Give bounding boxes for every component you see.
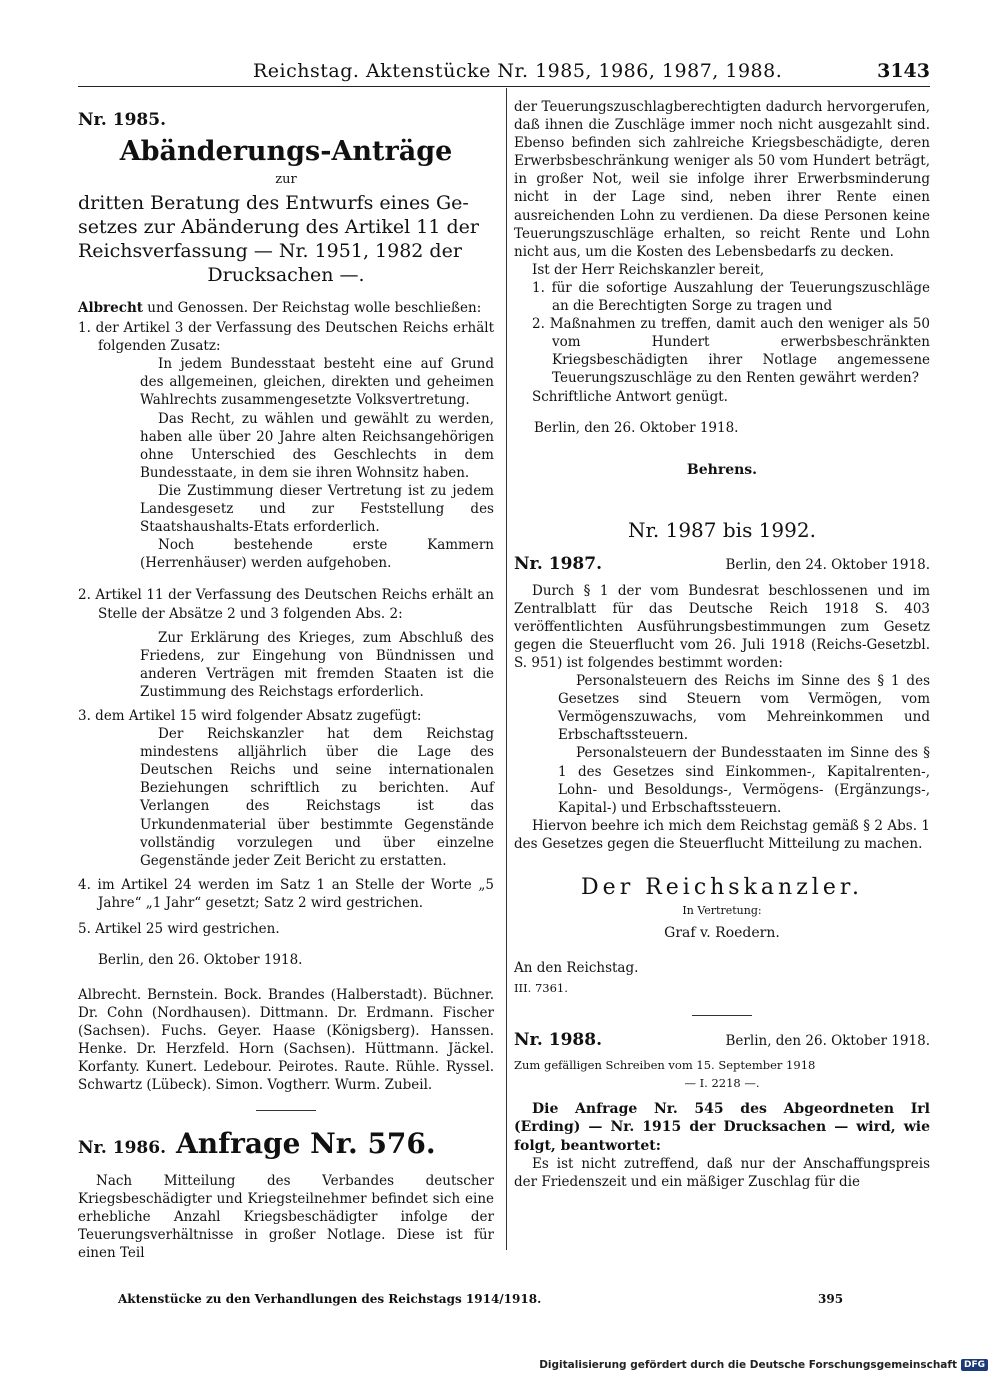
reference-letter: Zum gefälligen Schreiben vom 15. September 1918 [514, 1058, 816, 1073]
document-page [78, 58, 930, 1306]
quote-paragraph: Das Recht, zu wählen und gewählt zu werden, haben alle über 20 Jahre alten Reichsangehörigen ohne Unterschied des Geschlechts in dem Bundesstaate, in dem sie ihren Wohnsitz haben. [140, 410, 494, 481]
subtitle-line: dritten Beratung des Entwurfs eines Ge- [78, 192, 469, 214]
digitization-note [539, 1359, 988, 1371]
question-item-1: 1. für die sofortige Auszahlung der Teuerungszuschläge an die Berechtigten Sorge zu tragen und [532, 279, 930, 315]
main-title: Abänderungs-Anträge [119, 136, 453, 167]
amendment-item-1: 1. der Artikel 3 der Verfassung des Deutschen Reichs erhält folgenden Zusatz: [78, 320, 494, 355]
reference-letter-number: — I. 2218 —. [684, 1076, 760, 1091]
left-column [78, 110, 494, 1263]
subtitle-line: setzes zur Abänderung des Artikel 11 der [78, 216, 479, 238]
right-column [514, 98, 930, 1191]
quote-paragraph: In jedem Bundesstaat besteht eine auf Grund des allgemeinen, gleichen, direkten und geheimen Wahlrechts zusammengesetzte Volksvertretung. [140, 356, 494, 409]
answer-text: Es ist nicht zutreffend, daß nur der Anschaffungspreis der Friedenszeit und ein mäßiger Zuschlag für die [514, 1155, 930, 1190]
zur-label: zur [275, 172, 297, 187]
answer-note: Schriftliche Antwort genügt. [532, 388, 728, 405]
digitization-text: Digitalisierung gefördert durch die Deutsche Forschungsgemeinschaft [539, 1359, 957, 1371]
addressee: An den Reichstag. [514, 960, 639, 976]
nr-1986-heading [78, 1127, 494, 1160]
subtitle-line: Reichsverfassung — Nr. 1951, 1982 der [78, 240, 462, 262]
question-intro: Ist der Herr Reichskanzler bereit, [532, 261, 765, 278]
intro-text: und Genossen. Der Reichstag wolle beschließen: [143, 300, 482, 316]
footer-source: Aktenstücke zu den Verhandlungen des Reichstags 1914/1918. [118, 1292, 542, 1306]
vertretung-label: In Vertretung: [682, 904, 762, 917]
intro-name: Albrecht [78, 300, 144, 316]
divider [256, 1110, 316, 1111]
reference-number: III. 7361. [514, 981, 568, 996]
nr-1987-text-2: Hiervon beehre ich mich dem Reichstag gemäß § 2 Abs. 1 des Gesetzes gegen die Steuerflucht Mitteilung zu machen. [514, 817, 930, 852]
nr-1988-date: Berlin, den 26. Oktober 1918. [725, 1033, 930, 1050]
quote-paragraph: Personalsteuern des Reichs im Sinne des § 1 des Gesetzes sind Steuern vom Vermögen, vom Vermögenszuwachs, vom Mehreinkommen und Erbschaftssteuern. [558, 673, 930, 744]
quote-paragraph: Der Reichskanzler hat dem Reichstag mindestens alljährlich über die Lage des Deutschen Reichs und seine internationalen Beziehungen schriftlich zu berichten. Auf Verlangen des Reichstags ist das Urkundenmaterial über bestimmte Gegenstände vollständig vorzulegen und über einzelne Gegenstände jeder Zeit Bericht zu erstatten. [140, 726, 494, 869]
nr-1987-1992-heading: Nr. 1987 bis 1992. [628, 517, 816, 542]
page-header [78, 58, 930, 87]
footer-number: 395 [818, 1292, 844, 1306]
quote-paragraph: Noch bestehende erste Kammern (Herrenhäuser) werden aufgehoben. [140, 537, 494, 572]
header-title: Reichstag. Aktenstücke Nr. 1985, 1986, 1987, 1988. [253, 60, 783, 82]
subtitle [78, 191, 494, 287]
divider [692, 1015, 752, 1016]
graf-signature: Graf v. Roedern. [664, 925, 780, 941]
nr-1986-label: Nr. 1986. [78, 1138, 167, 1159]
amendment-item-5: 5. Artikel 25 wird gestrichen. [78, 921, 280, 937]
question-item-2: 2. Maßnahmen zu treffen, damit auch den weniger als 50 vom Hundert erwerbsbeschränkten Kriegsbeschädigten ihrer Notlage angemessene Teuerungszuschläge zu den Renten gewährt werden? [532, 316, 930, 387]
anfrage-545-answer: Die Anfrage Nr. 545 des Abgeordneten Irl (Erding) — Nr. 1915 der Drucksachen — wird, wie folgt, beantwortet: [514, 1101, 930, 1154]
subtitle-line: Drucksachen —. [207, 264, 365, 286]
page-number: 3143 [877, 60, 930, 82]
anfrage-text: Nach Mitteilung des Verbandes deutscher Kriegsbeschädigter und Kriegsteilnehmer befindet sich eine erhebliche Anzahl Kriegsbeschädigter infolge der Teuerungsverhältnisse in großer Notlage. Diese ist für einen Teil [78, 1173, 494, 1262]
quote-paragraph: Zur Erklärung des Krieges, zum Abschluß des Friedens, zur Eingehung von Bündnissen und anderen Verträgen mit fremden Staaten ist die Zustimmung des Reichstags erforderlich. [140, 629, 494, 700]
dfg-logo-icon: DFG [961, 1359, 988, 1371]
nr-1987-line [514, 554, 930, 574]
quote-paragraph: Personalsteuern der Bundesstaaten im Sinne des § 1 des Gesetzes sind Einkommen-, Kapitalrenten-, Lohn- und Besoldungs-, Vermögens- (Ergänzungs-, Kapital-) und Erbschaftssteuern. [558, 745, 930, 816]
column-divider [506, 88, 507, 1250]
signers-list: Albrecht. Bernstein. Bock. Brandes (Halberstadt). Büchner. Dr. Cohn (Nordhausen). Dittmann. Dr. Erdmann. Fischer (Sachsen). Fuchs. Geyer. Haase (Königsberg). Hanssen. Henke. Dr. Herzfeld. Horn (Sachsen). Hüttmann. Jäckel. Korfanty. Kunert. Ledebour. Peirotes. Raute. Rühle. Ryssel. Schwartz (Lübeck). Simon. Vogtherr. Wurm. Zubeil. [78, 987, 494, 1094]
reichskanzler-signature: Der Reichskanzler. [581, 875, 863, 900]
signature-behrens: Behrens. [686, 461, 758, 478]
intro-line [78, 299, 494, 317]
continued-text: der Teuerungszuschlagberechtigten dadurch hervorgerufen, daß ihnen die Zuschläge immer noch nicht ausgezahlt sind. Ebenso befinden sich zahlreiche Kriegsbeschädigte, deren Erwerbsbeschränkung weniger als 50 vom Hundert beträgt, in großer Not, weil sie infolge ihrer Erwerbsminderung nicht in der Lage sind, neben ihrer Rente einen ausreichenden Lohn zu verdienen. Da diese Personen keine Teuerungszuschläge erhalten, so reicht Rente und Lohn nicht aus, um die Kosten des Lebensbedarfs zu decken. [514, 99, 930, 260]
nr-1987-date: Berlin, den 24. Oktober 1918. [725, 556, 930, 573]
date-line: Berlin, den 26. Oktober 1918. [534, 419, 739, 436]
quote-paragraph: Die Zustimmung dieser Vertretung ist zu jedem Landesgesetz und zur Feststellung des Staatshaushalts-Etats erforderlich. [140, 482, 494, 536]
anfrage-title: Anfrage Nr. 576. [176, 1127, 436, 1161]
nr-1987-label: Nr. 1987. [514, 553, 603, 574]
amendment-item-2: 2. Artikel 11 der Verfassung des Deutschen Reichs erhält an Stelle der Absätze 2 und 3 folgenden Abs. 2: [78, 587, 494, 622]
date-line: Berlin, den 26. Oktober 1918. [98, 952, 303, 969]
nr-1988-label: Nr. 1988. [514, 1030, 603, 1051]
nr-1987-text: Durch § 1 der vom Bundesrat beschlossenen und im Zentralblatt für das Deutsche Reich 1918 S. 403 veröffentlichten Ausführungsbestimmungen zum Gesetz gegen die Steuerflucht vom 26. Juli 1918 (Reichs-Gesetzbl. S. 951) ist folgendes bestimmt worden: [514, 582, 930, 671]
amendment-item-4: 4. im Artikel 24 werden im Satz 1 an Stelle der Worte „5 Jahre“ „1 Jahr“ gesetzt; Satz 2 wird gestrichen. [78, 876, 494, 911]
amendment-item-3: 3. dem Artikel 15 wird folgender Absatz zugefügt: [78, 707, 422, 724]
nr-1988-line [514, 1030, 930, 1050]
nr-1985-heading: Nr. 1985. [78, 110, 167, 130]
